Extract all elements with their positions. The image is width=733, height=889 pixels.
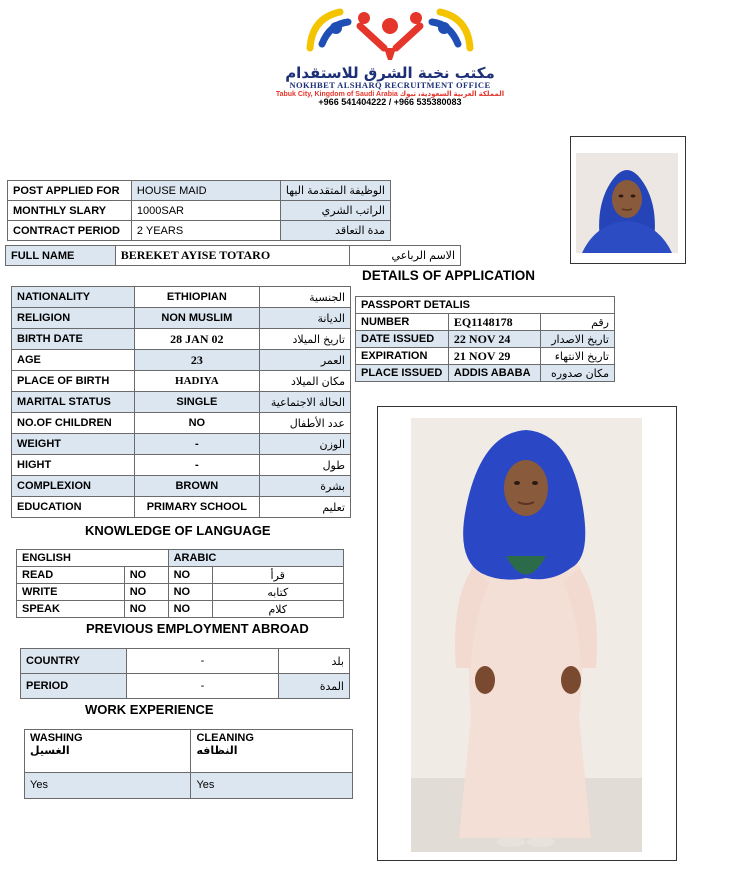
language-skill-arabic: كلام	[212, 601, 344, 618]
detail-arabic: عدد الأطفال	[260, 413, 351, 434]
detail-label: WEIGHT	[12, 434, 135, 455]
experience-label: WASHING	[25, 730, 191, 745]
full-name-label: FULL NAME	[6, 246, 116, 266]
employment-label: PERIOD	[21, 674, 127, 699]
detail-label: HIGHT	[12, 455, 135, 476]
job-arabic: الوظيفة المتقدمة اليها	[280, 181, 390, 201]
passport-title: PASSPORT DETALIS	[356, 297, 615, 314]
table-row	[356, 365, 615, 382]
table-row	[21, 674, 350, 699]
table-row	[12, 455, 351, 476]
experience-value: Yes	[191, 772, 353, 798]
experience-value: Yes	[25, 772, 191, 798]
detail-value: -	[134, 434, 260, 455]
experience-arabic: النظافه	[191, 744, 353, 772]
passport-table	[355, 296, 615, 382]
table-row	[12, 329, 351, 350]
passport-label: NUMBER	[356, 314, 449, 331]
language-arabic-level: NO	[168, 601, 212, 618]
detail-arabic: الحالة الاجتماعية	[260, 392, 351, 413]
detail-label: NO.OF CHILDREN	[12, 413, 135, 434]
full-name-table	[5, 245, 461, 266]
passport-arabic: مكان صدوره	[540, 365, 614, 382]
language-skill: SPEAK	[17, 601, 125, 618]
detail-arabic: طول	[260, 455, 351, 476]
detail-value: ETHIOPIAN	[134, 287, 260, 308]
table-row	[8, 221, 391, 241]
passport-arabic: رقم	[540, 314, 614, 331]
job-table	[7, 180, 391, 241]
detail-value: 28 JAN 02	[134, 329, 260, 350]
detail-arabic: الوزن	[260, 434, 351, 455]
table-row	[6, 246, 461, 266]
table-row	[17, 550, 344, 567]
passport-value: ADDIS ABABA	[448, 365, 540, 382]
job-label: POST APPLIED FOR	[8, 181, 132, 201]
detail-label: COMPLEXION	[12, 476, 135, 497]
experience-table	[24, 729, 353, 799]
detail-arabic: بشرة	[260, 476, 351, 497]
passport-label: PLACE ISSUED	[356, 365, 449, 382]
office-name-english: NOKHBET ALSHARQ RECRUITMENT OFFICE	[289, 80, 491, 90]
detail-label: MARITAL STATUS	[12, 392, 135, 413]
details-heading: DETAILS OF APPLICATION	[362, 268, 535, 283]
company-logo	[300, 4, 480, 66]
logo-figures-icon	[300, 4, 480, 66]
table-row	[25, 730, 353, 745]
employment-label: COUNTRY	[21, 649, 127, 674]
language-english-level: NO	[124, 584, 168, 601]
job-value: 1000SAR	[131, 201, 280, 221]
language-heading: KNOWLEDGE OF LANGUAGE	[85, 523, 271, 538]
experience-heading: WORK EXPERIENCE	[85, 702, 214, 717]
table-row	[12, 413, 351, 434]
experience-label: CLEANING	[191, 730, 353, 745]
detail-arabic: تعليم	[260, 497, 351, 518]
table-row	[12, 287, 351, 308]
detail-arabic: الجنسية	[260, 287, 351, 308]
job-value: HOUSE MAID	[131, 181, 280, 201]
detail-arabic: تاريخ الميلاد	[260, 329, 351, 350]
personal-details-table	[11, 286, 351, 518]
language-skill-arabic: قرأ	[212, 567, 344, 584]
table-row	[17, 567, 344, 584]
table-row	[356, 314, 615, 331]
job-arabic: الراتب الشري	[280, 201, 390, 221]
table-row	[12, 392, 351, 413]
language-skill: WRITE	[17, 584, 125, 601]
passport-value: 21 NOV 29	[448, 348, 540, 365]
passport-arabic: تاريخ الاصدار	[540, 331, 614, 348]
table-row	[356, 297, 615, 314]
detail-value: NON MUSLIM	[134, 308, 260, 329]
table-row	[17, 601, 344, 618]
detail-label: BIRTH DATE	[12, 329, 135, 350]
employment-table	[20, 648, 350, 699]
table-row	[356, 348, 615, 365]
language-col-arabic: ARABIC	[168, 550, 343, 567]
language-table	[16, 549, 344, 618]
language-english-level: NO	[124, 567, 168, 584]
detail-label: NATIONALITY	[12, 287, 135, 308]
table-row	[21, 649, 350, 674]
table-row	[12, 371, 351, 392]
language-english-level: NO	[124, 601, 168, 618]
table-row	[25, 744, 353, 772]
detail-value: SINGLE	[134, 392, 260, 413]
job-value: 2 YEARS	[131, 221, 280, 241]
experience-arabic: الغسيل	[25, 744, 191, 772]
table-row	[12, 434, 351, 455]
passport-arabic: تاريخ الانتهاء	[540, 348, 614, 365]
detail-arabic: العمر	[260, 350, 351, 371]
table-row	[12, 497, 351, 518]
office-phones: +966 541404222 / +966 535380083	[318, 97, 462, 107]
language-skill-arabic: كتابه	[212, 584, 344, 601]
language-arabic-level: NO	[168, 567, 212, 584]
detail-value: -	[134, 455, 260, 476]
detail-value: HADIYA	[134, 371, 260, 392]
job-label: CONTRACT PERIOD	[8, 221, 132, 241]
portrait-photo	[576, 153, 678, 253]
table-row	[356, 331, 615, 348]
detail-label: AGE	[12, 350, 135, 371]
table-row	[12, 350, 351, 371]
table-row	[12, 476, 351, 497]
full-name-arabic: الاسم الرباعي	[350, 246, 461, 266]
full-name-value: BEREKET AYISE TOTARO	[115, 246, 349, 266]
table-row	[12, 308, 351, 329]
language-skill: READ	[17, 567, 125, 584]
full-body-photo	[411, 418, 642, 852]
office-address: Tabuk City, Kingdom of Saudi Arabia المملكة العربية السعودية، تبوك	[275, 91, 505, 98]
table-row	[17, 584, 344, 601]
passport-label: EXPIRATION	[356, 348, 449, 365]
detail-label: RELIGION	[12, 308, 135, 329]
detail-value: PRIMARY SCHOOL	[134, 497, 260, 518]
employment-value: -	[126, 649, 278, 674]
detail-arabic: الديانة	[260, 308, 351, 329]
detail-value: 23	[134, 350, 260, 371]
table-row	[8, 181, 391, 201]
detail-value: NO	[134, 413, 260, 434]
job-label: MONTHLY SLARY	[8, 201, 132, 221]
job-arabic: مدة التعاقد	[280, 221, 390, 241]
employment-heading: PREVIOUS EMPLOYMENT ABROAD	[86, 621, 309, 636]
detail-label: EDUCATION	[12, 497, 135, 518]
table-row	[25, 772, 353, 798]
language-arabic-level: NO	[168, 584, 212, 601]
language-col-english: ENGLISH	[17, 550, 169, 567]
detail-value: BROWN	[134, 476, 260, 497]
employment-value: -	[126, 674, 278, 699]
passport-value: EQ1148178	[448, 314, 540, 331]
employment-arabic: المدة	[279, 674, 350, 699]
detail-arabic: مكان الميلاد	[260, 371, 351, 392]
employment-arabic: بلد	[279, 649, 350, 674]
passport-value: 22 NOV 24	[448, 331, 540, 348]
detail-label: PLACE OF BIRTH	[12, 371, 135, 392]
passport-label: DATE ISSUED	[356, 331, 449, 348]
table-row	[8, 201, 391, 221]
office-name-arabic: مكتب نخبة الشرق للاستقدام	[285, 64, 495, 82]
